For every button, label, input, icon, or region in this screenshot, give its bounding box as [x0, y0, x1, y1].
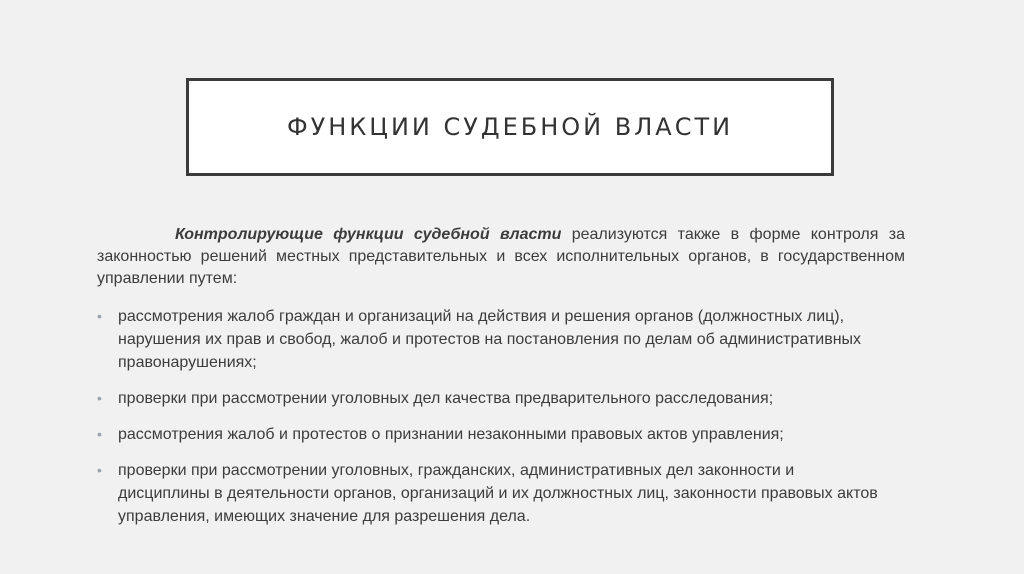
list-item	[97, 305, 887, 374]
list-item	[97, 387, 887, 410]
intro-paragraph	[97, 224, 905, 290]
intro-rest: реализуются также в форме контроля за законностью решений местных представительных и всех исполнительных органов, в государственном управлении путем:	[97, 226, 906, 287]
title-box	[186, 78, 834, 176]
list-item-text: рассмотрения жалоб граждан и организаций на действия и решения органов (должностных лиц), нарушения их прав и свобод, жалоб и протестов на постановления по делам об административных правонарушениях;	[118, 308, 862, 371]
list-item-text: проверки при рассмотрении уголовных дел качества предварительного расследования;	[118, 390, 774, 407]
bullet-list	[97, 305, 887, 541]
bullet-icon: •	[97, 390, 102, 406]
intro-lead: Контролирующие функции судебной власти	[175, 226, 562, 243]
slide-title: ФУНКЦИИ СУДЕБНОЙ ВЛАСТИ	[286, 113, 734, 141]
list-item-text: рассмотрения жалоб и протестов о признании незаконными правовых актов управления;	[118, 426, 784, 443]
list-item	[97, 459, 887, 528]
list-item-text: проверки при рассмотрении уголовных, гражданских, административных дел законности и дисциплины в деятельности органов, организаций и их должностных лиц, законности правовых актов управления, имеющих значение для разрешения дела.	[118, 462, 878, 525]
list-item	[97, 423, 887, 446]
bullet-icon: •	[97, 426, 102, 442]
bullet-icon: •	[97, 308, 102, 324]
bullet-icon: •	[97, 462, 102, 478]
